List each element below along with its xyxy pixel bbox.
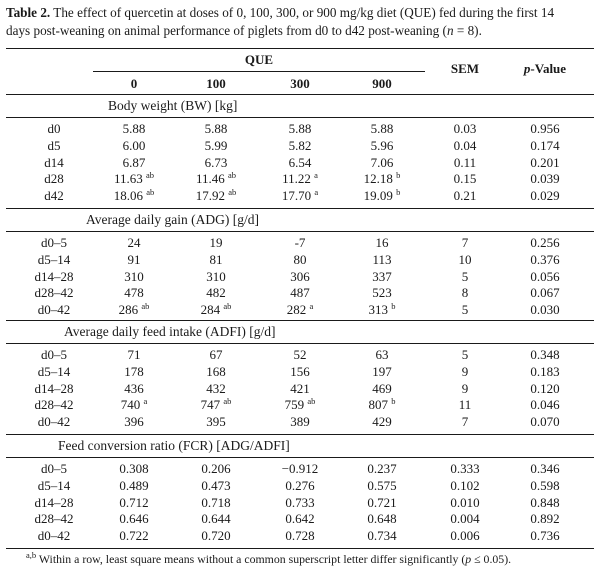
cell-value: 5.88 [370, 121, 394, 136]
table-cell [265, 235, 335, 251]
table-cell [181, 461, 251, 477]
cell-value: 12.18 [363, 171, 393, 187]
table-cell [99, 461, 169, 477]
cell-value: 0.489 [119, 477, 149, 493]
table-cell [99, 121, 169, 137]
table-cell [181, 171, 251, 187]
table-cell [347, 302, 417, 318]
cell-superscript: ab [307, 396, 316, 407]
table-cell [347, 414, 417, 430]
cell-value: 19.09 [363, 188, 393, 204]
p-value-cell: 0.039 [530, 171, 560, 187]
cell-value: 18.06 [113, 188, 143, 204]
p-value-cell: 0.256 [530, 235, 560, 250]
cell-value: 11.63 [113, 171, 143, 187]
cell-value: 0.718 [201, 494, 231, 510]
row-label: d28–42 [34, 285, 74, 301]
p-value-cell: 0.348 [530, 347, 560, 362]
table-caption [6, 4, 596, 40]
p-value-cell: 0.120 [530, 380, 560, 396]
sem-cell: 8 [461, 285, 469, 301]
table-cell [347, 397, 417, 413]
cell-value: 11.22 [282, 171, 311, 187]
cell-superscript: a [314, 187, 319, 198]
table-cell [347, 381, 417, 397]
cell-value: 436 [124, 380, 144, 396]
table-cell [99, 235, 169, 251]
cell-value: 0.733 [285, 494, 315, 510]
cell-value: 52 [293, 347, 307, 362]
table-cell [265, 364, 335, 380]
table-cell [265, 138, 335, 154]
cell-value: 310 [206, 268, 226, 284]
table-cell [265, 347, 335, 363]
cell-value: 0.206 [201, 461, 231, 476]
dose-300-header: 300 [290, 76, 310, 91]
cell-value: 0.646 [119, 511, 149, 527]
cell-value: 282 [286, 302, 307, 318]
cell-value: 67 [209, 347, 223, 362]
table-cell [181, 511, 251, 527]
cell-superscript: ab [228, 170, 237, 181]
p-value-cell: 0.376 [530, 251, 560, 267]
cell-value: 19 [209, 235, 223, 250]
table-cell [265, 397, 335, 413]
cell-value: 0.237 [367, 461, 397, 476]
table-cell [347, 461, 417, 477]
cell-value: 81 [209, 251, 223, 267]
cell-superscript: ab [223, 396, 232, 407]
cell-value: 0.728 [285, 528, 315, 544]
cell-value: 482 [206, 285, 226, 301]
table-cell [265, 478, 335, 494]
cell-value: 6.54 [288, 154, 312, 170]
table-cell [265, 414, 335, 430]
p-value-header [505, 61, 585, 77]
table-cell [99, 364, 169, 380]
cell-value: 80 [293, 251, 307, 267]
p-value-cell: 0.070 [530, 414, 560, 430]
cell-superscript: b [396, 187, 401, 198]
row-label: d28 [44, 171, 64, 187]
table-cell [99, 528, 169, 544]
cell-value: 24 [127, 235, 141, 250]
cell-value: 759 [284, 397, 305, 413]
table-cell [99, 171, 169, 187]
cell-value: 5.96 [370, 137, 394, 153]
cell-value: 478 [124, 285, 144, 301]
cell-superscript: a [143, 396, 148, 407]
row-label: d0–5 [41, 347, 67, 362]
table-cell [181, 528, 251, 544]
sem-cell: 0.102 [450, 477, 480, 493]
cell-value: 0.642 [285, 511, 315, 527]
cell-superscript: b [391, 301, 396, 312]
row-label: d0–5 [41, 461, 67, 476]
row-label: d5–14 [37, 477, 71, 493]
p-value-cell: 0.736 [530, 528, 560, 544]
cell-value: 5.88 [288, 121, 312, 136]
cell-value: 286 [118, 302, 139, 318]
table-cell [265, 155, 335, 171]
cell-value: 432 [206, 380, 226, 396]
que-group-header: QUE [244, 52, 274, 67]
cell-value: 0.644 [201, 511, 231, 527]
sem-cell: 0.04 [453, 137, 477, 153]
sem-cell: 0.21 [453, 188, 477, 204]
cell-value: 0.648 [367, 511, 397, 527]
table-cell [99, 495, 169, 511]
section-title: Body weight (BW) [kg] [108, 98, 238, 113]
sem-cell: 10 [458, 251, 472, 267]
cell-value: 0.473 [201, 477, 231, 493]
row-label: d0–5 [41, 235, 67, 250]
row-label: d28–42 [34, 511, 74, 527]
cell-value: 178 [124, 363, 144, 379]
table-cell [99, 397, 169, 413]
cell-value: 168 [206, 363, 226, 379]
table-cell [181, 285, 251, 301]
caption-n: n [446, 23, 454, 38]
table-cell [265, 511, 335, 527]
sem-cell: 0.03 [453, 121, 477, 136]
p-value-cell: 0.346 [530, 461, 560, 476]
table-cell [99, 155, 169, 171]
table-cell [347, 188, 417, 204]
table-cell [265, 528, 335, 544]
sem-cell: 0.006 [450, 528, 480, 544]
dose-100-header: 100 [206, 76, 226, 91]
table-cell [265, 171, 335, 187]
cell-value: 6.87 [122, 154, 146, 170]
section-title: Feed conversion ratio (FCR) [ADG/ADFI] [58, 438, 290, 453]
cell-value: 523 [372, 285, 392, 301]
p-value-cell: 0.201 [530, 154, 560, 170]
sem-cell: 7 [461, 414, 469, 430]
que-underline [93, 71, 425, 72]
row-label: d42 [44, 188, 64, 204]
sem-cell: 7 [461, 235, 469, 250]
cell-value: 284 [200, 302, 221, 318]
row-label: d14–28 [34, 494, 74, 510]
sem-cell: 0.11 [453, 154, 477, 170]
cell-value: 429 [372, 414, 392, 430]
section-divider-rule [6, 208, 594, 209]
cell-value: 747 [200, 397, 221, 413]
cell-value: 197 [372, 363, 392, 379]
cell-value: 395 [206, 414, 226, 430]
table-cell [181, 252, 251, 268]
cell-value: 6.73 [204, 154, 228, 170]
cell-value: 91 [127, 251, 141, 267]
footnote-tail: ≤ 0.05). [471, 552, 512, 566]
cell-value: 0.720 [201, 528, 231, 544]
table-cell [181, 138, 251, 154]
footnote-p: p [465, 552, 472, 566]
table-cell [99, 511, 169, 527]
cell-value: 337 [372, 268, 392, 284]
cell-superscript: a [309, 301, 314, 312]
cell-value: 6.00 [122, 137, 146, 153]
cell-value: -7 [294, 235, 306, 250]
cell-value: 740 [120, 397, 141, 413]
table-cell [265, 252, 335, 268]
table-cell [99, 138, 169, 154]
bottom-rule [6, 548, 594, 549]
table-cell [265, 285, 335, 301]
p-value-cell: 0.029 [530, 188, 560, 204]
caption-text-2: days post-weaning on animal performance of piglets from d0 to d42 post-weaning ( [6, 23, 447, 38]
cell-value: 71 [127, 347, 141, 362]
cell-superscript: ab [146, 187, 155, 198]
table-cell [181, 302, 251, 318]
table-cell [265, 188, 335, 204]
table-cell [99, 252, 169, 268]
row-label: d14–28 [34, 380, 74, 396]
cell-value: 421 [290, 380, 310, 396]
cell-superscript: a [314, 170, 318, 181]
sem-cell: 11 [458, 397, 472, 413]
cell-value: 17.70 [281, 188, 312, 204]
table-cell [99, 285, 169, 301]
sem-cell: 5 [461, 302, 469, 318]
dose-900-header: 900 [372, 76, 392, 91]
table-cell [265, 302, 335, 318]
table-cell [265, 269, 335, 285]
cell-superscript: ab [141, 301, 150, 312]
table-cell [181, 235, 251, 251]
p-value-cell: 0.848 [530, 494, 560, 510]
cell-superscript: b [396, 170, 401, 181]
table-cell [99, 414, 169, 430]
table-cell [99, 478, 169, 494]
cell-value: 63 [375, 347, 389, 362]
cell-value: 11.46 [195, 171, 225, 187]
table-cell [265, 461, 335, 477]
sem-cell: 5 [461, 268, 469, 284]
footnote [26, 552, 511, 567]
section-title: Average daily gain (ADG) [g/d] [86, 212, 259, 227]
p-value-cell: 0.056 [530, 268, 560, 284]
table-cell [265, 121, 335, 137]
cell-value: 396 [124, 414, 144, 430]
table-cell [181, 381, 251, 397]
row-label: d5–14 [37, 251, 71, 267]
table-cell [99, 347, 169, 363]
cell-value: 389 [290, 414, 310, 430]
cell-value: 0.575 [367, 477, 397, 493]
table-cell [181, 478, 251, 494]
row-label: d0–42 [37, 414, 71, 430]
table-cell [181, 155, 251, 171]
section-title-rule [6, 343, 594, 344]
table-cell [181, 414, 251, 430]
cell-value: 0.734 [367, 528, 397, 544]
table-cell [347, 478, 417, 494]
table-cell [99, 381, 169, 397]
sem-cell: 5 [461, 347, 469, 362]
cell-value: 16 [375, 235, 389, 250]
cell-value: −0.912 [281, 461, 319, 476]
sem-cell: 0.15 [453, 171, 477, 187]
table-cell [347, 347, 417, 363]
table-cell [347, 511, 417, 527]
section-title: Average daily feed intake (ADFI) [g/d] [64, 324, 276, 339]
table-cell [181, 121, 251, 137]
table-cell [99, 269, 169, 285]
table-cell [181, 188, 251, 204]
section-title-rule [6, 231, 594, 232]
table-cell [347, 528, 417, 544]
p-value-cell: 0.892 [530, 511, 560, 527]
table-cell [99, 188, 169, 204]
section-divider-rule [6, 320, 594, 321]
table-cell [181, 397, 251, 413]
cell-superscript: ab [146, 170, 155, 181]
cell-value: 313 [368, 302, 388, 318]
caption-text-1: The effect of quercetin at doses of 0, 100, 300, or 900 mg/kg diet (QUE) fed during the first 14 [53, 5, 555, 20]
sem-header: SEM [450, 61, 480, 76]
table-cell [265, 381, 335, 397]
row-label: d0 [47, 121, 61, 136]
cell-value: 487 [290, 285, 310, 301]
p-value-cell: 0.174 [530, 137, 560, 153]
table-cell [347, 364, 417, 380]
sem-cell: 0.010 [450, 494, 480, 510]
cell-value: 5.82 [288, 137, 312, 153]
table-cell [347, 155, 417, 171]
cell-superscript: ab [223, 301, 232, 312]
cell-value: 306 [290, 268, 310, 284]
table-cell [347, 285, 417, 301]
p-value-cell: 0.067 [530, 285, 560, 301]
p-italic: p [523, 61, 531, 76]
p-value-cell: 0.046 [530, 397, 560, 413]
cell-value: 17.92 [195, 188, 225, 204]
footnote-text: Within a row, least square means without a common superscript letter differ significantly ( [36, 552, 466, 566]
table-cell [347, 269, 417, 285]
table-cell [181, 347, 251, 363]
row-label: d14–28 [34, 268, 74, 284]
sem-cell: 0.004 [450, 511, 480, 527]
row-label: d5 [47, 137, 61, 153]
cell-value: 807 [368, 397, 388, 413]
table-cell [347, 252, 417, 268]
row-label: d0–42 [37, 302, 71, 318]
footnote-sup: a,b [26, 550, 37, 560]
table-cell [347, 121, 417, 137]
cell-superscript: b [391, 396, 396, 407]
table-cell [181, 269, 251, 285]
caption-label: Table 2. [6, 5, 51, 20]
cell-value: 5.88 [122, 121, 146, 136]
p-value-cell: 0.598 [530, 477, 560, 493]
cell-value: 0.721 [367, 494, 397, 510]
cell-superscript: ab [228, 187, 237, 198]
cell-value: 113 [372, 251, 392, 267]
caption-n-eq: = 8). [453, 23, 482, 38]
cell-value: 5.88 [204, 121, 228, 136]
cell-value: 469 [372, 380, 392, 396]
cell-value: 156 [290, 363, 310, 379]
table-cell [347, 171, 417, 187]
cell-value: 0.722 [119, 528, 149, 544]
p-value-cell: 0.030 [530, 302, 560, 318]
sem-cell: 9 [461, 363, 469, 379]
row-label: d14 [44, 154, 64, 170]
top-rule [6, 48, 594, 49]
table-cell [347, 138, 417, 154]
row-label: d28–42 [34, 397, 74, 413]
dose-0-header: 0 [130, 76, 138, 91]
cell-value: 0.712 [119, 494, 149, 510]
section-title-rule [6, 117, 594, 118]
table-cell [347, 495, 417, 511]
p-rest: -Value [530, 61, 567, 76]
table-cell [265, 495, 335, 511]
section-divider-rule [6, 434, 594, 435]
sem-cell: 9 [461, 380, 469, 396]
cell-value: 0.308 [119, 461, 149, 476]
cell-value: 7.06 [370, 154, 394, 170]
row-label: d0–42 [37, 528, 71, 544]
cell-value: 310 [124, 268, 144, 284]
cell-value: 5.99 [204, 137, 228, 153]
table-cell [347, 235, 417, 251]
p-value-cell: 0.956 [530, 121, 560, 136]
header-bottom-rule [6, 94, 594, 95]
row-label: d5–14 [37, 363, 71, 379]
p-value-cell: 0.183 [530, 363, 560, 379]
sem-cell: 0.333 [450, 461, 480, 476]
section-title-rule [6, 457, 594, 458]
table-cell [99, 302, 169, 318]
table-cell [181, 364, 251, 380]
table-cell [181, 495, 251, 511]
cell-value: 0.276 [285, 477, 315, 493]
